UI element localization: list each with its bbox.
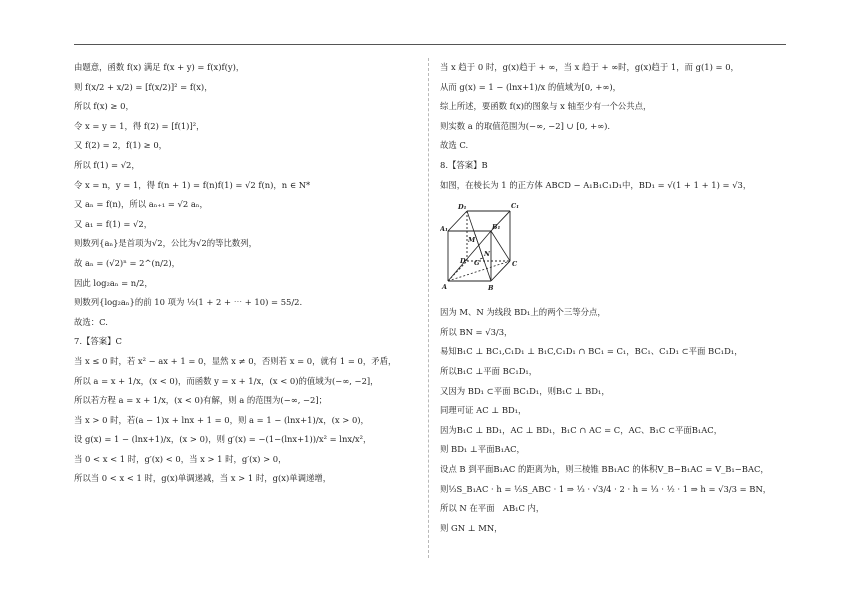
text-line: 因为 M、N 为线段 BD₁上的两个三等分点， <box>440 307 606 318</box>
column-divider <box>428 58 429 558</box>
label-d: D <box>460 257 466 266</box>
text-line: 设 g(x) = 1 − (lnx+1)/x，(x > 0)，则 g′(x) = −(1−(lnx+1))/x² = lnx/x²， <box>74 434 372 445</box>
label-d1: D₁ <box>458 203 467 212</box>
text-line: 又因为 BD₁ ⊂平面 BC₁D₁，则B₁C ⊥ BD₁， <box>440 385 610 396</box>
text-line: 所以 N 在平面 AB₁C 内， <box>440 503 545 514</box>
text-line: 所以若方程 a = x + 1/x，(x < 0)有解，则 a 的范围为(−∞, −2]； <box>74 395 328 406</box>
label-b1: B₁ <box>492 223 501 232</box>
text-line: 当 x 趋于 0 时，g(x)趋于 + ∞，当 x 趋于 + ∞时，g(x)趋于 1，而 g(1) = 0， <box>440 62 739 72</box>
text-line: 从而 g(x) = 1 − (lnx+1)/x 的值域为[0, +∞)， <box>440 81 621 92</box>
text-line: 所以当 0 < x < 1 时，g(x)单调递减，当 x > 1 时，g(x)单调递增， <box>74 473 332 484</box>
text-line: 故选 C. <box>440 140 469 151</box>
text-line: 又 aₙ = f(n)，所以 aₙ₊₁ = √2 aₙ， <box>74 199 208 210</box>
header-rule <box>74 44 786 45</box>
cube-diagram <box>440 197 540 301</box>
text-line: 故选：C. <box>74 316 108 327</box>
text-line: 综上所述，要函数 f(x)的图象与 x 轴至少有一个公共点， <box>440 101 652 112</box>
text-line: 所以 f(1) = √2， <box>74 159 140 170</box>
label-b: B <box>488 284 494 293</box>
label-a: A <box>442 283 448 292</box>
text-line: 设点 B 到平面B₁AC 的距离为h，则三棱锥 BB₁AC 的体积V_B−B₁AC = V_B₁−BAC， <box>440 463 769 474</box>
label-c1: C₁ <box>511 202 520 211</box>
text-line: 因此 log₂aₙ = n/2， <box>74 277 153 288</box>
text-line: 则实数 a 的取值范围为(−∞, −2] ∪ [0, +∞). <box>440 120 611 131</box>
text-line: 因为B₁C ⊥ BD₁，AC ⊥ BD₁，B₁C ∩ AC = C，AC、B₁C ⊂平面B₁AC， <box>440 424 723 435</box>
text-line: 当 0 < x < 1 时，g′(x) < 0，当 x > 1 时，g′(x) > 0， <box>74 453 287 464</box>
text-line: 则 GN ⊥ MN， <box>440 522 503 533</box>
text-line: 则 f(x/2 + x/2) = [f(x/2)]² = f(x)， <box>74 81 213 92</box>
label-a1: A₁ <box>440 225 448 234</box>
text-line: 所以B₁C ⊥平面 BC₁D₁， <box>440 365 538 376</box>
text-line: 则数列{aₙ}是首项为√2，公比为√2的等比数列， <box>74 238 257 249</box>
text-line: 令 x = y = 1，得 f(2) = [f(1)]²， <box>74 120 205 131</box>
text-line: 所以 a = x + 1/x，(x < 0)，而函数 y = x + 1/x，(x < 0)的值域为(−∞, −2]， <box>74 375 379 386</box>
text-line: 则 BD₁ ⊥平面B₁AC， <box>440 444 525 455</box>
text-line: 所以 f(x) ≥ 0， <box>74 101 134 112</box>
label-n: N <box>484 250 490 259</box>
text-line: 如图，在棱长为 1 的正方体 ABCD − A₁B₁C₁D₁中，BD₁ = √(1 + 1 + 1) = √3， <box>440 179 752 190</box>
text-line: 则⅓S_B₁AC · h = ⅓S_ABC · 1 ⇒ ⅓ · √3/4 · 2 · h = ⅓ · ½ · 1 ⇒ h = √3/3 = BN， <box>440 483 772 494</box>
text-line: 当 x ≤ 0 时，若 x² − ax + 1 = 0，显然 x ≠ 0，否则若 x = 0，就有 1 = 0，矛盾， <box>74 355 397 366</box>
label-c: C <box>512 260 518 269</box>
answer-heading: 8.【答案】B <box>440 159 488 170</box>
cube-figure <box>440 195 790 303</box>
text-line: 故 aₙ = (√2)ⁿ = 2^(n/2)， <box>74 257 180 268</box>
text-line: 同理可证 AC ⊥ BD₁， <box>440 405 527 416</box>
text-line: 令 x = n，y = 1，得 f(n + 1) = f(n)f(1) = √2 f(n)，n ∈ N* <box>74 179 311 190</box>
text-line: 则数列{log₂aₙ}的前 10 项为 ½(1 + 2 + ⋯ + 10) = 55/2. <box>74 297 303 308</box>
text-line: 又 f(2) = 2，f(1) ≥ 0， <box>74 140 168 151</box>
text-line: 所以 BN = √3/3， <box>440 326 513 337</box>
text-line: 又 a₁ = f(1) = √2， <box>74 218 153 229</box>
text-line: 由题意，函数 f(x) 满足 f(x + y) = f(x)f(y)， <box>74 62 245 72</box>
label-m: M <box>468 236 476 245</box>
text-line: 当 x > 0 时，若(a − 1)x + lnx + 1 = 0，则 a = 1 − (lnx+1)/x，(x > 0)， <box>74 414 369 425</box>
text-line: 易知B₁C ⊥ BC₁,C₁D₁ ⊥ B₁C,C₁D₁ ∩ BC₁ = C₁，BC₁、C₁D₁ ⊂平面 BC₁D₁， <box>440 346 743 357</box>
answer-heading: 7.【答案】C <box>74 336 122 347</box>
right-column <box>440 58 790 538</box>
label-g: G <box>474 259 480 268</box>
left-column <box>74 58 414 489</box>
